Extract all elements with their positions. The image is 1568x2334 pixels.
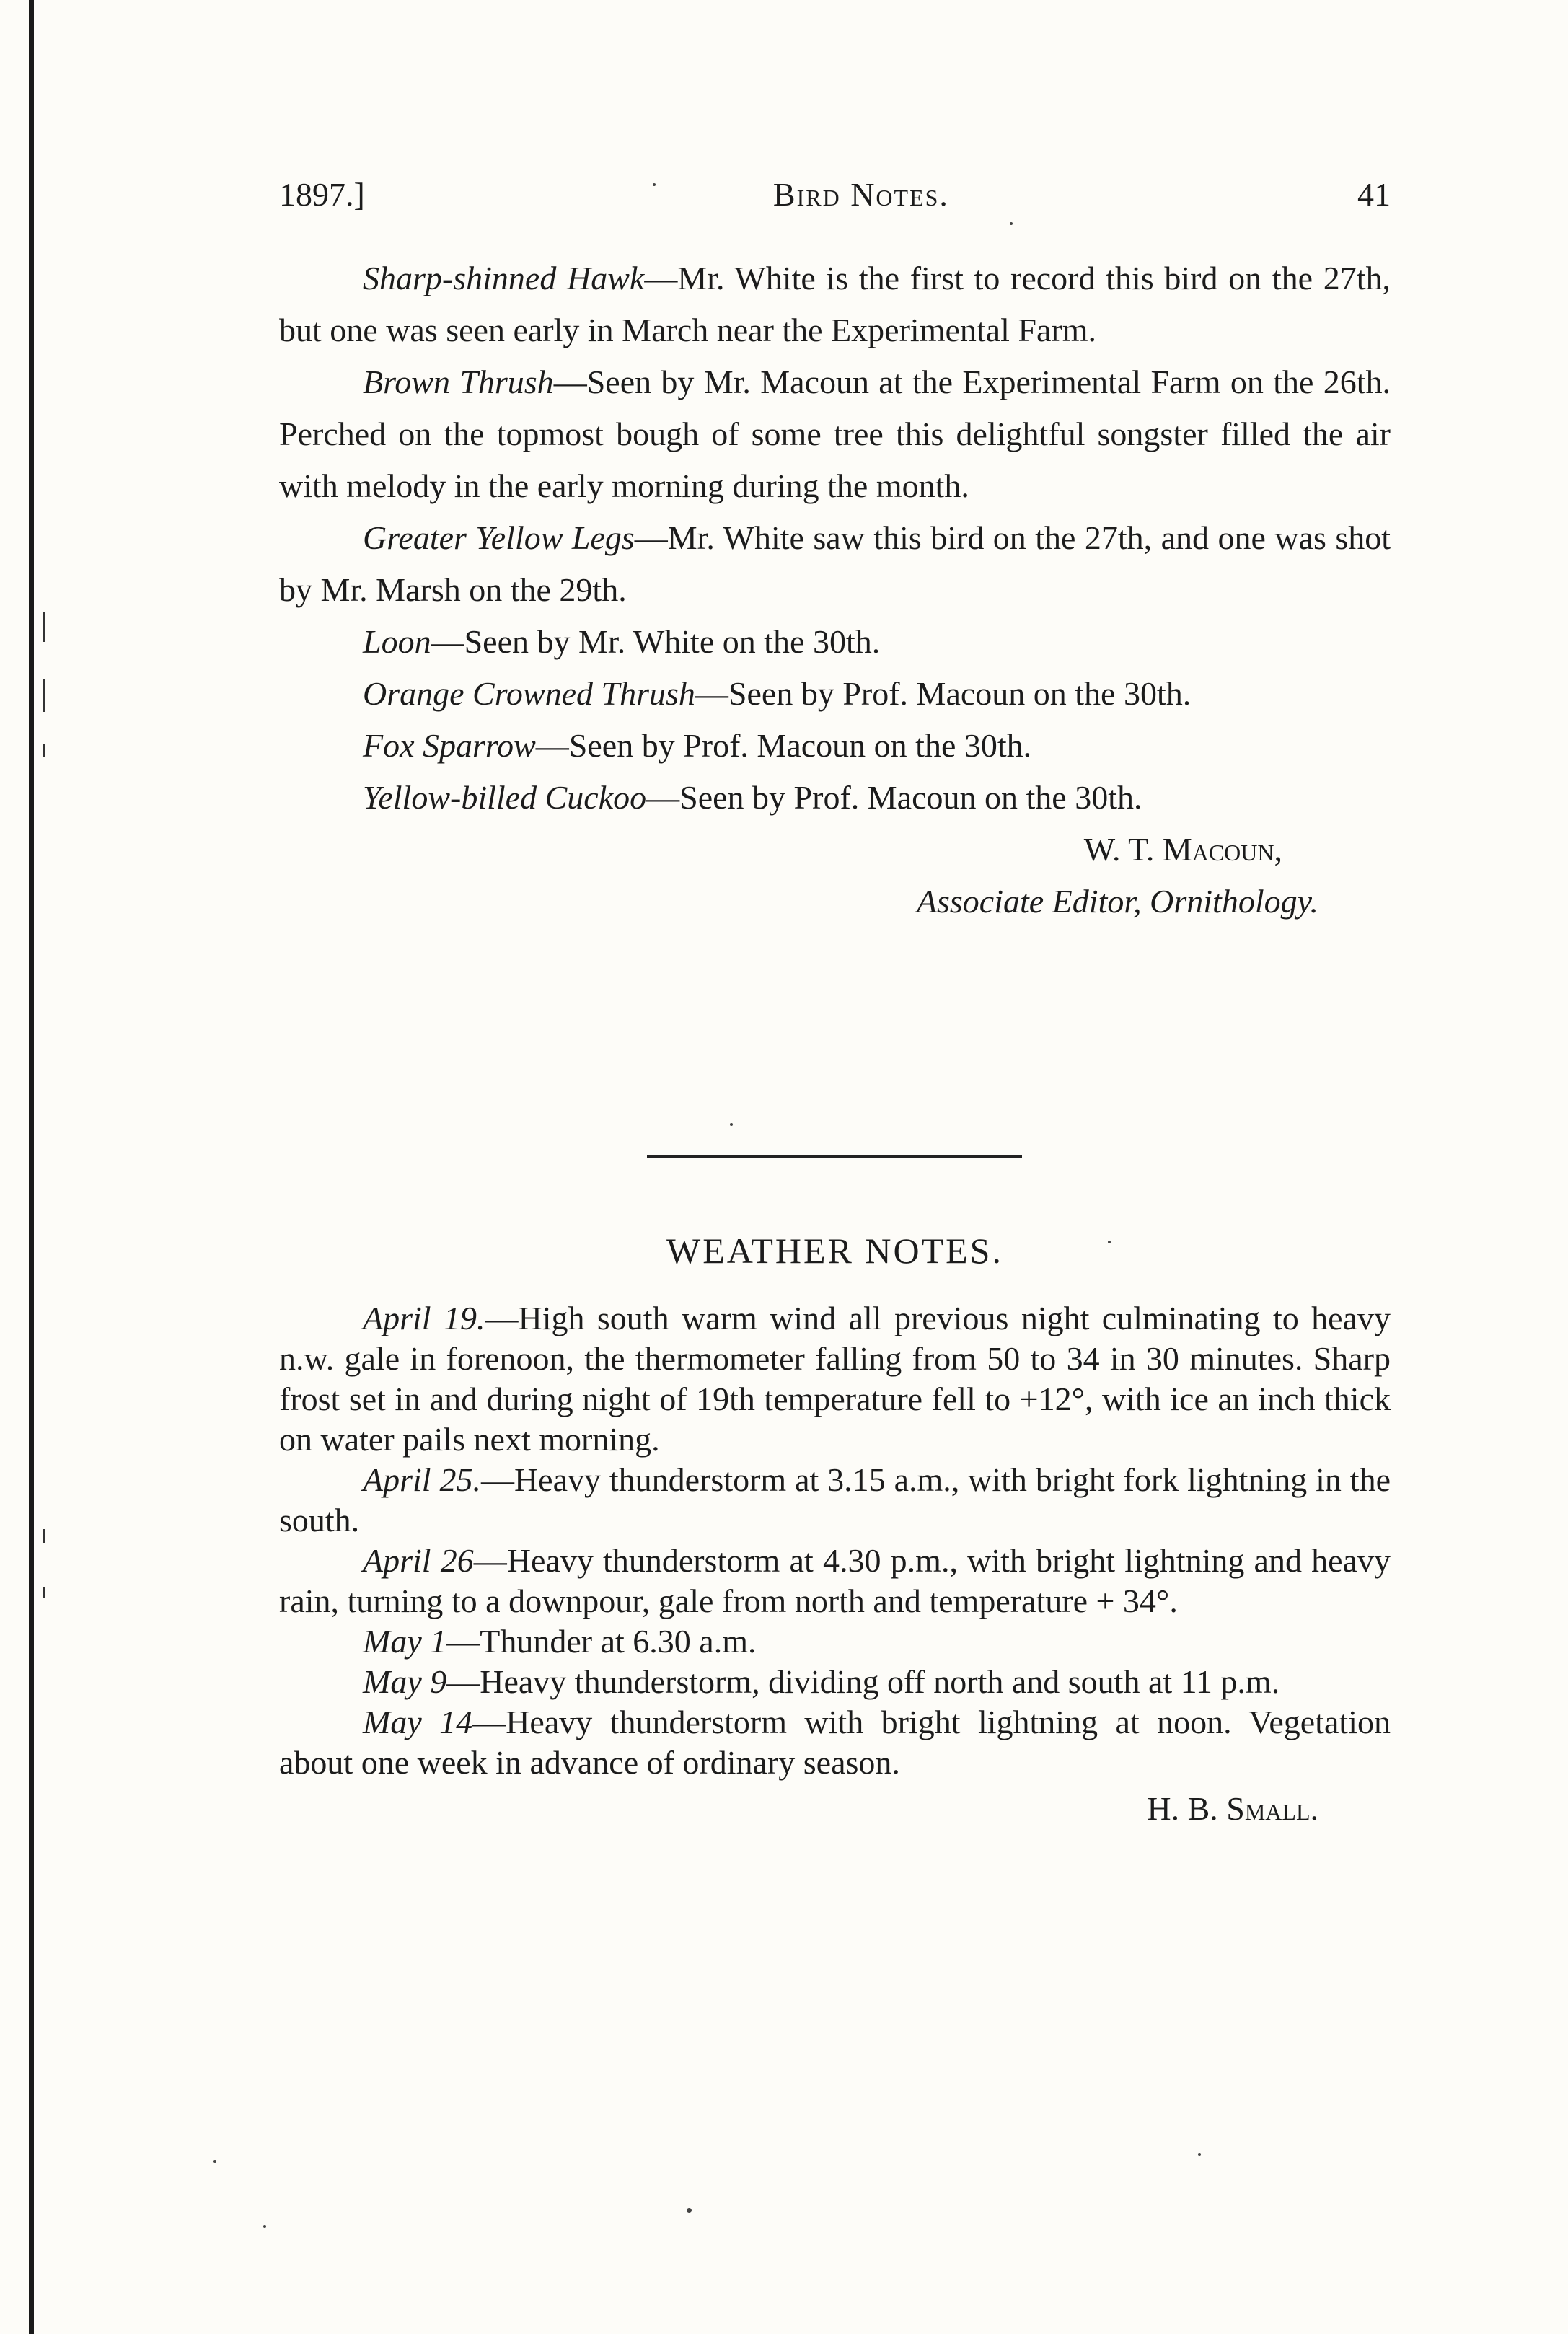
weather-note-text: —Heavy thunderstorm with bright lightning at noon. Vegetation about one week in advance of ordinary season. (279, 1704, 1391, 1781)
weather-heading: WEATHER NOTES. (666, 1230, 1003, 1271)
weather-date: May 14 (363, 1704, 473, 1740)
bird-note-text: —Seen by Prof. Macoun on the 30th. (695, 675, 1192, 712)
bird-name: Greater Yellow Legs (363, 519, 635, 556)
bird-note-text: —Seen by Mr. White on the 30th. (431, 623, 881, 660)
bird-note-text: —Mr. White is the first to record this bird on the 27th, but one was seen early in March near the Experimental Farm. (279, 260, 1391, 348)
bird-note (279, 512, 1391, 616)
binding-edge (29, 0, 34, 2334)
scan-speck (730, 1123, 733, 1126)
page-number: 41 (1357, 176, 1391, 213)
weather-note (279, 1621, 1391, 1662)
scan-speck (1198, 2153, 1201, 2156)
weather-note-text: —Heavy thunderstorm at 4.30 p.m., with bright lightning and heavy rain, turning to a downpour, gale from north and temperature + 34°. (279, 1542, 1391, 1619)
weather-note-text: —Heavy thunderstorm, dividing off north and south at 11 p.m. (446, 1663, 1280, 1700)
margin-mark (43, 612, 45, 642)
margin-mark (43, 744, 45, 757)
bird-note (279, 720, 1391, 772)
header-title: Bird Notes. (772, 176, 949, 213)
section-divider (647, 1155, 1022, 1158)
weather-note-text: —High south warm wind all previous night culminating to heavy n.w. gale in forenoon, the thermometer falling from 50 to 34 in 30 minutes. Sharp frost set in and during night of 19th temperature fell to +12°, with ice an inch thick on water pails next morning. (279, 1300, 1391, 1458)
weather-date: May 1 (363, 1623, 447, 1660)
weather-note-text: —Thunder at 6.30 a.m. (446, 1623, 757, 1660)
editor-role: Associate Editor, Ornithology. (916, 883, 1318, 920)
weather-date: May 9 (363, 1663, 447, 1700)
header-year: 1897.] (279, 176, 365, 213)
margin-mark (43, 1529, 45, 1543)
weather-date: April 19. (363, 1300, 485, 1336)
bird-name: Loon (363, 623, 431, 660)
bird-name: Sharp-shinned Hawk (363, 260, 645, 296)
weather-note (279, 1541, 1391, 1621)
weather-note (279, 1460, 1391, 1541)
weather-note (279, 1702, 1391, 1783)
bird-note-text: —Mr. White saw this bird on the 27th, and one was shot by Mr. Marsh on the 29th. (279, 519, 1391, 608)
bird-note-text: —Seen by Prof. Macoun on the 30th. (646, 779, 1142, 816)
editor-name: W. T. Macoun, (1083, 831, 1282, 868)
weather-note (279, 1662, 1391, 1702)
bird-name: Fox Sparrow (363, 727, 536, 764)
bird-note (279, 252, 1391, 356)
bird-notes (279, 252, 1391, 928)
bird-note (279, 356, 1391, 512)
weather-date: April 25. (363, 1461, 481, 1498)
bird-name: Brown Thrush (363, 364, 554, 400)
bird-note-text: —Seen by Prof. Macoun on the 30th. (535, 727, 1032, 764)
bird-note-text: —Seen by Mr. Macoun at the Experimental Farm on the 26th. Perched on the topmost bough of some tree this delightful songster filled the air with melody in the early morning during the month. (279, 364, 1391, 504)
bird-note (279, 668, 1391, 720)
scan-speck (263, 2225, 266, 2228)
weather-date: April 26 (363, 1542, 474, 1579)
weather-notes (279, 1298, 1391, 1829)
weather-note-text: —Heavy thunderstorm at 3.15 a.m., with bright fork lightning in the south. (279, 1461, 1391, 1538)
bird-note (279, 772, 1391, 824)
bird-name: Yellow-billed Cuckoo (363, 779, 647, 816)
margin-mark (43, 1587, 45, 1598)
scan-speck (687, 2208, 692, 2213)
scan-speck (213, 2160, 216, 2163)
weather-author: H. B. Small. (1147, 1790, 1318, 1827)
weather-note (279, 1298, 1391, 1460)
bird-note (279, 616, 1391, 668)
margin-mark (43, 679, 45, 712)
running-header (279, 175, 1391, 227)
bird-name: Orange Crowned Thrush (363, 675, 695, 712)
